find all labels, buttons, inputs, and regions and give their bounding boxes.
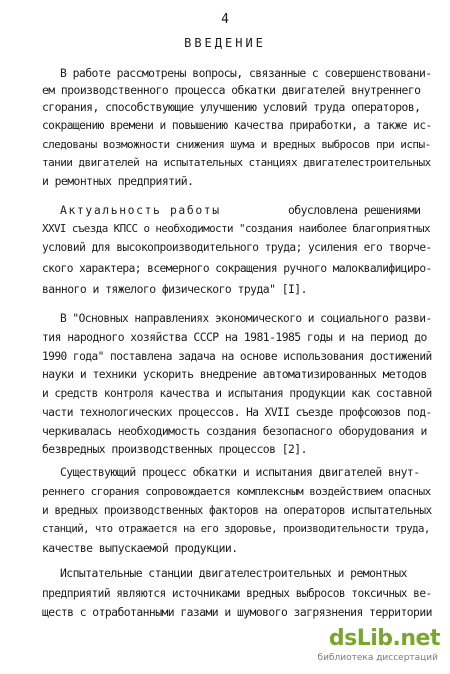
body-line: сокращению времени и повышению качества приработки, а также ис- — [42, 119, 432, 132]
body-line: ванного и тяжелого физического труда" [I]. — [42, 282, 307, 296]
body-line: сгорания, способствующие улучшению условий труда операторов, — [42, 100, 421, 114]
body-line: станций, что отражается на его здоровье, производительности труда, — [42, 522, 430, 535]
body-line: Существующий процесс обкатки и испытания двигателей внут- — [60, 465, 420, 479]
body-line: части технологических процессов. На XVII съезде профсоюзов под- — [42, 406, 432, 419]
body-line: ем производственного процесса обкатки двигателей внутреннего — [42, 83, 421, 97]
watermark-logo-lib: Lib — [356, 626, 393, 651]
body-line: Испытательные станции двигателестроительных и ремонтных — [60, 566, 407, 580]
body-line: и вредных производственных факторов на операторов испытательных — [42, 504, 432, 517]
body-line: ществ с отработанными газами и шумового загрязнения территории — [42, 605, 432, 619]
body-line: качестве выпускаемой продукции. — [42, 541, 238, 555]
watermark-logo-ds: ds — [328, 626, 357, 651]
body-line: тании двигателей на испытательных станциях двигателестроительных — [42, 156, 431, 169]
body-line: безвредных производственных процессов [2]. — [42, 442, 307, 456]
body-line: науки и техники ускорить внедрение автоматизированных методов — [42, 367, 427, 381]
body-line: следованы возможности снижения шума и вредных выбросов при испы- — [42, 138, 431, 151]
body-line: 1990 года" поставлена задача на основе использования достижений — [42, 350, 432, 363]
body-line: условий для высокопроизводительного труда; усиления его творче- — [42, 241, 432, 254]
body-line: В работе рассмотрены вопросы, связанные с совершенствовани- — [60, 66, 432, 80]
body-line: ского характера; всемерного сокращения ручного малоквалифициро- — [42, 262, 432, 275]
dslib-watermark — [317, 626, 440, 668]
watermark-logo — [329, 626, 440, 651]
watermark-tagline: библиотека диссертаций — [317, 653, 438, 663]
body-line: XXVI съезда КПСС о необходимости "создания наиболее благоприятных — [42, 222, 430, 235]
body-line: реннего сгорания сопровождается комплексным воздействием опасных — [42, 485, 431, 498]
body-line: В "Основных направлениях экономического и социального разви- — [60, 312, 432, 325]
section-heading: ВВЕДЕНИЕ — [184, 36, 266, 50]
body-line: и средств контроля качества и испытания продукции как составной — [42, 387, 432, 400]
page-number: 4 — [221, 12, 229, 27]
watermark-logo-net: .net — [392, 626, 440, 651]
body-line: и ремонтных предприятий. — [42, 174, 194, 188]
body-line: предприятий являются источниками вредных выбросов токсичных ве- — [42, 587, 432, 600]
body-line: тия народного хозяйства СССР на 1981-1985 годы и на период до — [42, 330, 427, 344]
body-line: обусловлена решениями — [288, 203, 421, 217]
body-line: черкивалась необходимость создания безопасного оборудования и — [42, 424, 427, 438]
emphasis-phrase: Актуальность работы — [60, 203, 221, 217]
